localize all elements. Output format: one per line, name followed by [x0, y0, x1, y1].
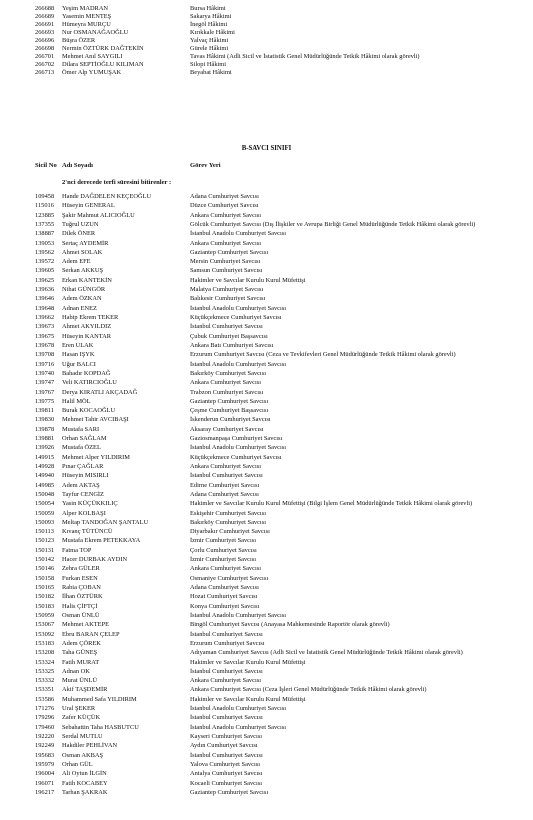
person-name: Mehmet Tahir AVCIBAŞI	[62, 416, 129, 424]
table-row	[0, 667, 533, 676]
person-name: Muhammed Safa YILDIRIM	[62, 695, 137, 703]
duty-location: Hakimler ve Savcılar Kurulu Kurul Müfettişi	[190, 276, 306, 284]
duty-location: Gaziantep Cumhuriyet Savcısı	[190, 788, 269, 796]
duty-location: Trabzon Cumhuriyet Savcısı	[190, 388, 264, 396]
person-name: Alper KOLBAŞI	[62, 509, 106, 517]
duty-location: Ankara Cumhuriyet Savcısı	[190, 239, 261, 247]
person-name: Adem ÖZKAN	[62, 295, 102, 303]
table-row	[0, 285, 533, 294]
person-name: Adnan ENEZ	[62, 304, 97, 312]
duty-location: Gaziantep Cumhuriyet Savcısı	[190, 397, 269, 405]
duty-location: İzmir Cumhuriyet Savcısı	[190, 556, 257, 564]
table-row	[0, 211, 533, 220]
person-name: Halis ÇİFTÇİ	[62, 602, 98, 610]
duty-location: Kayseri Cumhuriyet Savcısı	[190, 732, 263, 740]
person-name: Ebru BARAN ÇELEP	[62, 630, 120, 638]
duty-location: Silopi Hâkimi	[190, 60, 227, 68]
sicil-no: 139053	[35, 239, 55, 247]
table-row	[0, 592, 533, 601]
sicil-no: 150142	[35, 556, 55, 564]
duty-location: Hakimler ve Savcılar Kurulu Kurul Müfettişi (Bilgi İşlem Genel Müdürlüğünde Tetkik Hâkimi olarak görevli)	[190, 500, 473, 508]
sicil-no: 115016	[35, 202, 54, 210]
person-name: Nihat GÜNGÖR	[62, 286, 106, 294]
duty-location: Yalvaç Hâkimi	[190, 36, 229, 44]
duty-location: Çubuk Cumhuriyet Başsavcısı	[190, 332, 268, 340]
duty-location: Yalova Cumhuriyet Savcısı	[190, 760, 260, 768]
duty-location: Kocaeli Cumhuriyet Savcısı	[190, 779, 263, 787]
sicil-no: 195979	[35, 760, 55, 768]
table-row	[0, 676, 533, 685]
sicil-no: 266691	[35, 20, 55, 28]
sicil-no: 266701	[35, 52, 55, 60]
duty-location: Mersin Cumhuriyet Savcısı	[190, 258, 261, 266]
person-name: Zafer KÜÇÜK	[62, 714, 101, 722]
sicil-no: 139811	[35, 407, 54, 415]
table-row	[0, 639, 533, 648]
subheading: 2'nci derecede terfi süresini bitirenler :	[62, 179, 172, 186]
duty-location: Bingöl Cumhuriyet Savcısı (Anayasa Mahkemesinde Raportör olarak görevli)	[190, 621, 390, 629]
person-name: Yasin KÜÇÜKKILIÇ	[62, 500, 118, 508]
table-row	[0, 378, 533, 387]
table-row	[0, 192, 533, 201]
table-row	[0, 574, 533, 583]
duty-location: Ankara Cumhuriyet Savcısı	[190, 379, 261, 387]
duty-location: İstanbul Cumhuriyet Savcısı	[190, 714, 263, 722]
duty-location: Kırıkkale Hâkimi	[190, 28, 235, 36]
sicil-no: 139636	[35, 286, 55, 294]
person-name: Fatih KOCABEY	[62, 779, 108, 787]
table-row	[0, 769, 533, 778]
duty-location: İstanbul Cumhuriyet Savcısı	[190, 323, 263, 331]
sicil-no: 153351	[35, 686, 55, 694]
table-row	[0, 453, 533, 462]
table-row	[0, 481, 533, 490]
duty-location: İskenderun Cumhuriyet Savcısı	[190, 416, 271, 424]
duty-location: Gaziosmanpaşa Cumhuriyet Savcısı	[190, 435, 283, 443]
table-row	[0, 611, 533, 620]
duty-location: Adana Cumhuriyet Savcısı	[190, 490, 259, 498]
person-name: Zehra GÜLER	[62, 565, 100, 573]
person-name: Bahadır KOPDAĞ	[62, 369, 111, 377]
duty-location: Gürele Hâkimi	[190, 44, 229, 52]
sicil-no: 139605	[35, 267, 55, 275]
table-row	[0, 741, 533, 750]
duty-location: Ankara Cumhuriyet Savcısı	[190, 462, 261, 470]
sicil-no: 196071	[35, 779, 55, 787]
sicil-no: 139747	[35, 379, 55, 387]
header-name: Adı Soyadı	[62, 162, 93, 169]
duty-location: İstanbul Anadolu Cumhuriyet Savcısı	[190, 705, 287, 713]
person-name: Meltap TANDOĞAN ŞANTALU	[62, 518, 149, 526]
section-title: B-SAVCI SINIFI	[241, 145, 292, 152]
person-name: Yeşim MADRAN	[62, 5, 109, 12]
sicil-no: 149928	[35, 462, 55, 470]
sicil-no: 192220	[35, 732, 55, 740]
sicil-no: 109458	[35, 193, 55, 200]
person-name: Hüseyin GENERAL	[62, 202, 115, 210]
duty-location: Antalya Cumhuriyet Savcısı	[190, 770, 263, 778]
person-name: Rabia ÇOBAN	[62, 584, 101, 592]
sicil-no: 266698	[35, 44, 55, 52]
table-row	[0, 248, 533, 257]
person-name: Tayfur CENGİZ	[62, 490, 104, 498]
table-row	[0, 369, 533, 378]
table-row	[0, 499, 533, 508]
table-row	[0, 527, 533, 536]
duty-location: Sakarya Hâkimi	[190, 12, 232, 20]
duty-location: Bursa Hâkimi	[190, 5, 226, 12]
column-headers	[0, 161, 533, 170]
sicil-no: 139881	[35, 435, 55, 443]
person-name: Hümeyra MURÇU	[62, 20, 111, 28]
sicil-no: 150123	[35, 537, 55, 545]
sicil-no: 139678	[35, 341, 55, 349]
header-sicil-no: Sicil No	[35, 162, 57, 169]
sicil-no: 150165	[35, 584, 55, 592]
duty-location: Beyabat Hâkimi	[190, 68, 232, 76]
table-row	[0, 760, 533, 769]
table-row	[0, 425, 533, 434]
duty-location: İstanbul Cumhuriyet Savcısı	[190, 472, 263, 480]
person-name: Burak KOCAOĞLU	[62, 407, 116, 415]
person-name: Serdal MUTLU	[62, 732, 103, 740]
table-row	[0, 201, 533, 210]
person-name: Veli KATIRCIOĞLU	[62, 379, 117, 387]
table-row	[0, 518, 533, 527]
sicil-no: 150131	[35, 546, 55, 554]
person-name: Serkan AKKUŞ	[62, 267, 104, 275]
table-row	[0, 732, 533, 741]
sicil-no: 150158	[35, 574, 55, 582]
sicil-no: 139716	[35, 360, 55, 368]
duty-location: Küçükçekmece Cumhuriyet Savcısı	[190, 453, 282, 461]
table-row	[0, 779, 533, 788]
person-name: Ural ŞEKER	[62, 705, 96, 713]
sicil-no: 150183	[35, 602, 55, 610]
person-name: Nur OSMANAĞAOĞLU	[62, 28, 129, 36]
table-row	[0, 583, 533, 592]
duty-location: Adana Cumhuriyet Savcısı	[190, 193, 259, 200]
duty-location: Adana Cumhuriyet Savcısı	[190, 584, 259, 592]
sicil-no: 196004	[35, 770, 55, 778]
sicil-no: 153324	[35, 658, 55, 666]
duty-location: Gaziantep Cumhuriyet Savcısı	[190, 248, 269, 256]
person-name: Adnan OK	[62, 667, 90, 675]
person-name: Pınar ÇAĞLAR	[62, 462, 104, 470]
header-role: Görev Yeri	[190, 162, 221, 169]
person-name: Dilara SEPTİOĞLU KILIMAN	[62, 60, 144, 68]
person-name: Akif TAŞDEMİR	[62, 686, 108, 694]
table-row	[0, 443, 533, 452]
sicil-no: 149915	[35, 453, 55, 461]
duty-location: Balıkesir Cumhuriyet Savcısı	[190, 295, 266, 303]
table-row	[0, 68, 533, 77]
table-row	[0, 788, 533, 797]
sicil-no: 139648	[35, 304, 55, 312]
sicil-no: 153067	[35, 621, 55, 629]
sicil-no: 179296	[35, 714, 55, 722]
person-name: Mehmet AKTEPE	[62, 621, 110, 629]
duty-location: Çeşme Cumhuriyet Başsavcısı	[190, 407, 269, 415]
sicil-no: 139830	[35, 416, 55, 424]
sicil-no: 150182	[35, 593, 55, 601]
duty-location: Ankara Cumhuriyet Savcısı	[190, 565, 261, 573]
table-row	[0, 462, 533, 471]
sicil-no: 150113	[35, 528, 54, 536]
person-name: Hacer DURBAK AYDIN	[62, 556, 128, 564]
sicil-no: 139740	[35, 369, 55, 377]
person-name: Hüseyin MISIRLI	[62, 472, 109, 480]
person-name: Kıvanç TÜTÜNCÜ	[62, 528, 113, 536]
sicil-no: 139675	[35, 332, 55, 340]
person-name: Dilek ÖNER	[62, 230, 96, 238]
person-name: Ahmet SOLAK	[62, 248, 103, 256]
person-name: Fatma TOP	[62, 546, 92, 554]
table-row	[0, 471, 533, 480]
table-row	[0, 332, 533, 341]
duty-location: İzmir Cumhuriyet Savcısı	[190, 537, 257, 545]
table-row	[0, 220, 533, 229]
sicil-no: 139625	[35, 276, 55, 284]
duty-location: Eskişehir Cumhuriyet Savcısı	[190, 509, 266, 517]
sicil-no: 139572	[35, 258, 55, 266]
sicil-no: 153092	[35, 630, 55, 638]
person-name: Mehmet Alper YILDIRIM	[62, 453, 130, 461]
table-row	[0, 257, 533, 266]
sicil-no: 150054	[35, 500, 55, 508]
person-name: Osman AKBAŞ	[62, 751, 104, 759]
person-name: Habip Ekrem TEKER	[62, 314, 119, 322]
duty-location: İstanbul Anadolu Cumhuriyet Savcısı	[190, 304, 287, 312]
table-row	[0, 685, 533, 694]
table-row	[0, 536, 533, 545]
person-name: Şakir Mahmut ALICIOĞLU	[62, 211, 135, 219]
duty-location: Ankara Batı Cumhuriyet Savcısı	[190, 341, 274, 349]
table-row	[0, 341, 533, 350]
sicil-no: 137355	[35, 220, 55, 228]
table-row	[0, 490, 533, 499]
duty-location: Erzurum Cumhuriyet Savcısı (Ceza ve Tevkifevleri Genel Müdürlüğünde Tetkik Hâkimi olarak görevli)	[190, 351, 456, 359]
duty-location: İstanbul Anadolu Cumhuriyet Savcısı	[190, 360, 287, 368]
person-name: Osman ÜNLÜ	[62, 611, 100, 619]
duty-location: Konya Cumhuriyet Savcısı	[190, 602, 260, 610]
table-row	[0, 648, 533, 657]
duty-location: Küçükçekmece Cumhuriyet Savcısı	[190, 314, 282, 322]
sicil-no: 153586	[35, 695, 55, 703]
duty-location: Aksaray Cumhuriyet Savcısı	[190, 425, 264, 433]
duty-location: Tavas Hâkimi (Adli Sicil ve İstatistik Genel Müdürlüğünde Tetkik Hâkimi olarak görevli)	[190, 52, 420, 60]
sicil-no: 139562	[35, 248, 55, 256]
table-row	[0, 415, 533, 424]
duty-location: İstanbul Anadolu Cumhuriyet Savcısı	[190, 444, 287, 452]
duty-location: Adıyaman Cumhuriyet Savcısı (Adli Sicil ve İstatistik Genel Müdürlüğünde Tetkik Hâkimi olarak görevli)	[190, 649, 463, 657]
sicil-no: 266693	[35, 28, 55, 36]
person-name: Tarhan ŞAKRAK	[62, 788, 108, 796]
table-row	[0, 564, 533, 573]
person-name: Orhan SAĞLAM	[62, 435, 107, 443]
sicil-no: 139878	[35, 425, 55, 433]
table-row	[0, 360, 533, 369]
person-name: Ahmet AKYILDIZ	[62, 323, 112, 331]
person-name: Nermin ÖZTÜRK DAĞTEKİN	[62, 44, 144, 52]
table-row	[0, 388, 533, 397]
sicil-no: 139708	[35, 351, 55, 359]
duty-location: İstanbul Anadolu Cumhuriyet Savcısı	[190, 611, 287, 619]
person-name: Adem ÇÖREK	[62, 639, 101, 647]
table-row	[0, 322, 533, 331]
person-name: Adem EFE	[62, 258, 91, 266]
duty-location: Aydın Cumhuriyet Savcısı	[190, 742, 258, 750]
person-name: Fatih MURAT	[62, 658, 100, 666]
duty-location: Samsun Cumhuriyet Savcısı	[190, 267, 263, 275]
table-row	[0, 602, 533, 611]
person-name: Hüseyin KANTAR	[62, 332, 112, 340]
duty-location: Çorlu Cumhuriyet Savcısı	[190, 546, 257, 554]
person-name: Murat ÜNLÜ	[62, 677, 97, 685]
sicil-no: 153208	[35, 649, 55, 657]
duty-location: Hakimler ve Savcılar Kurulu Kurul Müfettişi	[190, 695, 306, 703]
sicil-no: 179460	[35, 723, 55, 731]
duty-location: Ankara Cumhuriyet Savcısı	[190, 211, 261, 219]
table-row	[0, 434, 533, 443]
sicil-no: 195683	[35, 751, 55, 759]
table-row	[0, 406, 533, 415]
duty-location: Hakimler ve Savcılar Kurulu Kurul Müfettişi	[190, 658, 306, 666]
table-row	[0, 695, 533, 704]
sicil-no: 171276	[35, 705, 55, 713]
table-row	[0, 713, 533, 722]
sicil-no: 266688	[35, 5, 55, 12]
duty-location: Gölcük Cumhuriyet Savcısı (Dış İlişkiler ve Avrupa Birliği Genel Müdürlüğünde Tetkik Hâkimi olarak görevli)	[190, 220, 476, 228]
sicil-no: 266702	[35, 60, 55, 68]
duty-location: İstanbul Cumhuriyet Savcısı	[190, 751, 263, 759]
sicil-no: 139662	[35, 314, 55, 322]
duty-location: Hozat Cumhuriyet Savcısı	[190, 593, 258, 601]
person-name: Ömer Alp YUMUŞAK	[62, 68, 122, 76]
duty-location: Bakırköy Cumhuriyet Savcısı	[190, 369, 266, 377]
duty-location: İstanbul Cumhuriyet Savcısı	[190, 630, 263, 638]
table-row	[0, 751, 533, 760]
table-row	[0, 555, 533, 564]
sicil-no: 150146	[35, 565, 55, 573]
person-name: Furkan ESEN	[62, 574, 98, 582]
person-name: Orhan GÜL	[62, 760, 93, 768]
person-name: Hakdiler PEHLİVAN	[62, 742, 118, 750]
person-name: Sertaç AYDEMİR	[62, 239, 109, 247]
duty-location: Ankara Cumhuriyet Savcısı	[190, 677, 261, 685]
person-name: Uğur BALCI	[62, 360, 96, 368]
table-row	[0, 266, 533, 275]
sicil-no: 149985	[35, 481, 55, 489]
duty-location: İnegöl Hâkimi	[190, 20, 228, 28]
sicil-no: 192249	[35, 742, 55, 750]
table-row	[0, 239, 533, 248]
person-name: Hasan IŞYK	[62, 351, 95, 359]
sicil-no: 266713	[35, 68, 55, 76]
table-row	[0, 313, 533, 322]
person-name: Taha GÜNEŞ	[62, 649, 98, 657]
sicil-no: 153332	[35, 677, 55, 685]
person-name: Erkan KANTEKİN	[62, 276, 112, 284]
duty-location: Edirne Cumhuriyet Savcısı	[190, 481, 260, 489]
table-row	[0, 546, 533, 555]
table-row	[0, 630, 533, 639]
person-name: Tuğrul UZUN	[62, 220, 99, 228]
duty-location: Erzurum Cumhuriyet Savcısı	[190, 639, 265, 647]
sicil-no: 139673	[35, 323, 55, 331]
person-name: İlhan ÖZTÜRK	[62, 593, 103, 601]
duty-location: İstanbul Anadolu Cumhuriyet Savcısı	[190, 230, 287, 238]
table-row	[0, 658, 533, 667]
sicil-no: 138887	[35, 230, 55, 238]
person-name: Mustafa ÖZEL	[62, 444, 101, 452]
person-name: Mehmet Anıl SAYGILI	[62, 52, 123, 60]
duty-location: İstanbul Cumhuriyet Savcısı	[190, 667, 263, 675]
sicil-no: 153325	[35, 667, 55, 675]
duty-location: Düzce Cumhuriyet Savcısı	[190, 202, 259, 210]
table-row	[0, 397, 533, 406]
table-row	[0, 304, 533, 313]
sicil-no: 150093	[35, 518, 55, 526]
sicil-no: 150059	[35, 509, 55, 517]
table-row	[0, 229, 533, 238]
sicil-no: 139646	[35, 295, 55, 303]
person-name: Halil MÖL	[62, 397, 91, 405]
sicil-no: 139775	[35, 397, 55, 405]
table-row	[0, 350, 533, 359]
sicil-no: 266689	[35, 12, 55, 20]
sicil-no: 266696	[35, 36, 55, 44]
person-name: Yasemin MENTEŞ	[62, 12, 112, 20]
sicil-no: 150959	[35, 611, 55, 619]
person-name: Derya KIRATLI AKÇADAĞ	[62, 388, 138, 396]
sicil-no: 139926	[35, 444, 55, 452]
person-name: Büşra ÖZER	[62, 36, 96, 44]
duty-location: Diyarbakır Cumhuriyet Savcısı	[190, 528, 270, 536]
person-name: Mustafa Ekrem PETEKKAYA	[62, 537, 141, 545]
duty-location: İstanbul Anadolu Cumhuriyet Savcısı	[190, 723, 287, 731]
person-name: Hande DAĞDELEN KEÇEOĞLU	[62, 193, 152, 200]
duty-location: Osmaniye Cumhuriyet Savcısı	[190, 574, 269, 582]
table-row	[0, 723, 533, 732]
duty-location: Bakırköy Cumhuriyet Savcısı	[190, 518, 266, 526]
duty-location: Malatya Cumhuriyet Savcısı	[190, 286, 264, 294]
duty-location: Ankara Cumhuriyet Savcısı (Ceza İşleri Genel Müdürlüğünde Tetkik Hâkimi olarak görevli)	[190, 686, 427, 694]
table-row	[0, 509, 533, 518]
person-name: Mustafa SARI	[62, 425, 100, 433]
person-name: Sebahattin Taha HASBUTCU	[62, 723, 139, 731]
table-row	[0, 704, 533, 713]
sicil-no: 139767	[35, 388, 55, 396]
sicil-no: 123885	[35, 211, 55, 219]
sicil-no: 149940	[35, 472, 55, 480]
table-row	[0, 294, 533, 303]
person-name: Eren ULAK	[62, 341, 94, 349]
sicil-no: 150048	[35, 490, 55, 498]
table-row	[0, 276, 533, 285]
table-row	[0, 620, 533, 629]
person-name: Ali Oytun İLGİN	[62, 770, 107, 778]
sicil-no: 196217	[35, 788, 55, 796]
person-name: Adem AKTAŞ	[62, 481, 100, 489]
sicil-no: 153183	[35, 639, 55, 647]
